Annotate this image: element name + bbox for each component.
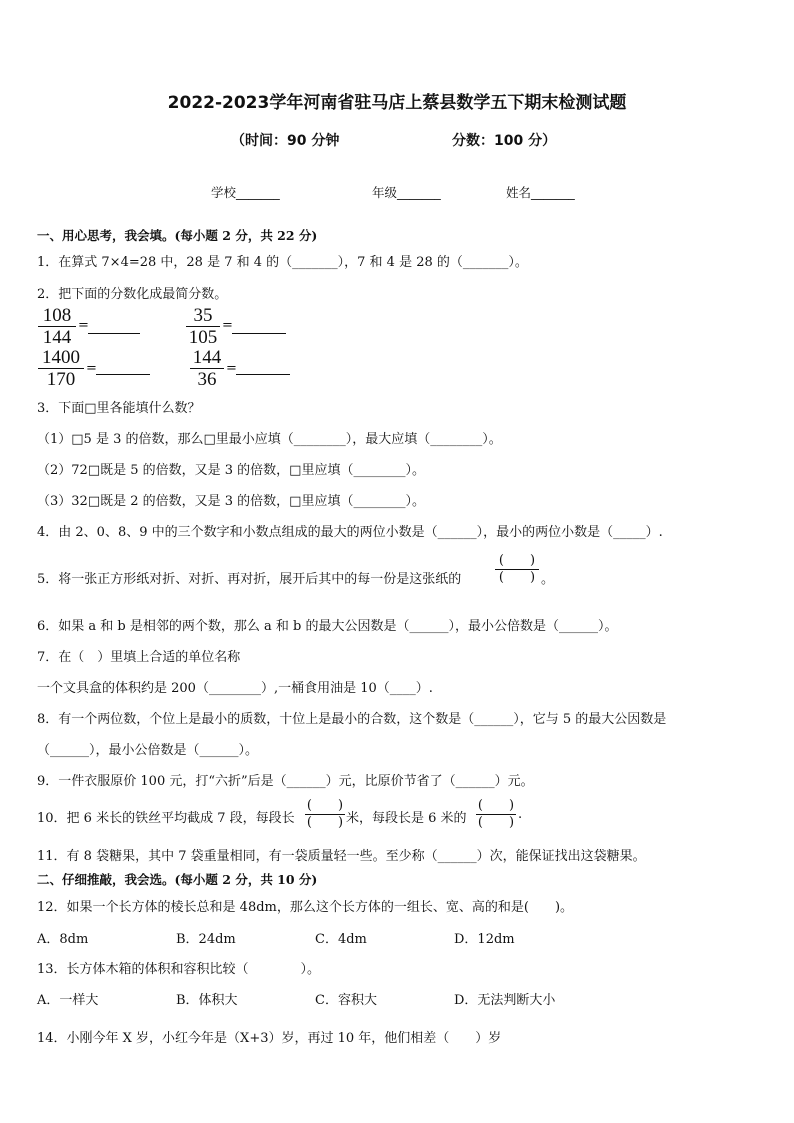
section-1-heading: 一、用心思考，我会填。(每小题 2 分，共 22 分) bbox=[37, 228, 318, 243]
fraction-2: 35 105 bbox=[186, 306, 220, 347]
answer-blank[interactable] bbox=[236, 374, 290, 375]
section-2-heading: 二、仔细推敲，我会选。(每小题 2 分，共 10 分) bbox=[37, 872, 318, 887]
equals-sign: = bbox=[86, 361, 97, 376]
question-5-end: 。 bbox=[541, 572, 555, 587]
question-7-1: 一个文具盒的体积约是 200（________）,一桶食用油是 10（____）. bbox=[37, 681, 433, 696]
option-d[interactable]: D．无法判断大小 bbox=[454, 993, 556, 1008]
answer-blank[interactable] bbox=[232, 333, 286, 334]
question-13: 13．长方体木箱的体积和容积比较（ ）。 bbox=[37, 962, 321, 977]
question-10-part-2: 米，每段长是 6 米的 bbox=[346, 811, 467, 826]
option-b[interactable]: B．体积大 bbox=[176, 993, 238, 1008]
question-10-answer-fraction-1[interactable]: ( ) ( ) bbox=[306, 798, 344, 830]
name-field: 姓名_______ bbox=[506, 185, 575, 200]
answer-blank[interactable] bbox=[96, 374, 150, 375]
question-11: 11．有 8 袋糖果，其中 7 袋重量相同，有一袋质量轻一些。至少称（______）次，能保证找出这袋糖果。 bbox=[37, 849, 646, 864]
fraction-4: 144 36 bbox=[190, 348, 224, 389]
option-b[interactable]: B．24dm bbox=[176, 932, 236, 947]
fraction-1: 108 144 bbox=[38, 306, 76, 347]
exam-title: 2022-2023学年河南省驻马店上蔡县数学五下期末检测试题 bbox=[167, 93, 627, 113]
question-3: 3．下面□里各能填什么数？ bbox=[37, 401, 201, 416]
question-6: 6．如果 a 和 b 是相邻的两个数，那么 a 和 b 的最大公因数是（______），最小公倍数是（______）。 bbox=[37, 619, 618, 634]
question-1: 1．在算式 7×4=28 中，28 是 7 和 4 的（_______），7 和 4 是 28 的（_______）。 bbox=[37, 255, 528, 270]
option-c[interactable]: C．4dm bbox=[315, 932, 367, 947]
question-10-end: . bbox=[518, 807, 523, 822]
question-8-line-2: （______），最小公倍数是（______）。 bbox=[37, 743, 259, 758]
option-c[interactable]: C．容积大 bbox=[315, 993, 377, 1008]
equals-sign: = bbox=[78, 318, 89, 333]
question-5-answer-fraction[interactable]: ( ) ( ) bbox=[495, 553, 539, 586]
score-label: 分数：100 分） bbox=[452, 133, 557, 149]
equals-sign: = bbox=[226, 361, 237, 376]
question-12: 12．如果一个长方体的棱长总和是 48dm，那么这个长方体的一组长、宽、高的和是( )。 bbox=[37, 900, 574, 915]
equals-sign: = bbox=[222, 318, 233, 333]
question-8-line-1: 8．有一个两位数，个位上是最小的质数，十位上是最小的合数，这个数是（______），它与 5 的最大公因数是 bbox=[37, 712, 667, 727]
question-5: 5．将一张正方形纸对折、对折、再对折，展开后其中的每一份是这张纸的 bbox=[37, 572, 462, 587]
question-3-2: （2）72□既是 5 的倍数，又是 3 的倍数，□里应填（________）。 bbox=[37, 463, 425, 478]
option-d[interactable]: D．12dm bbox=[454, 932, 515, 947]
question-3-3: （3）32□既是 2 的倍数，又是 3 的倍数，□里应填（________）。 bbox=[37, 494, 425, 509]
question-14: 14．小刚今年 X 岁，小红今年是（X+3）岁，再过 10 年，他们相差（ ）岁 bbox=[37, 1031, 502, 1046]
grade-field: 年级_______ bbox=[372, 185, 441, 200]
question-3-1: （1）□5 是 3 的倍数，那么□里最小应填（________），最大应填（________）。 bbox=[37, 432, 502, 447]
school-field: 学校_______ bbox=[211, 185, 280, 200]
time-label: （时间：90 分钟 bbox=[231, 133, 340, 149]
answer-blank[interactable] bbox=[88, 333, 140, 334]
question-9: 9．一件衣服原价 100 元，打“六折”后是（______）元，比原价节省了（______）元。 bbox=[37, 774, 534, 789]
question-4: 4．由 2、0、8、9 中的三个数字和小数点组成的最大的两位小数是（______），最小的两位小数是（_____）. bbox=[37, 525, 663, 540]
option-a[interactable]: A．一样大 bbox=[37, 993, 99, 1008]
question-10-part-1: 10．把 6 米长的铁丝平均截成 7 段，每段长 bbox=[37, 811, 295, 826]
question-7: 7．在（ ）里填上合适的单位名称 bbox=[37, 650, 241, 665]
option-a[interactable]: A．8dm bbox=[37, 932, 89, 947]
fraction-3: 1400 170 bbox=[38, 348, 84, 389]
question-2: 2．把下面的分数化成最简分数。 bbox=[37, 287, 228, 302]
question-10-answer-fraction-2[interactable]: ( ) ( ) bbox=[477, 798, 515, 830]
